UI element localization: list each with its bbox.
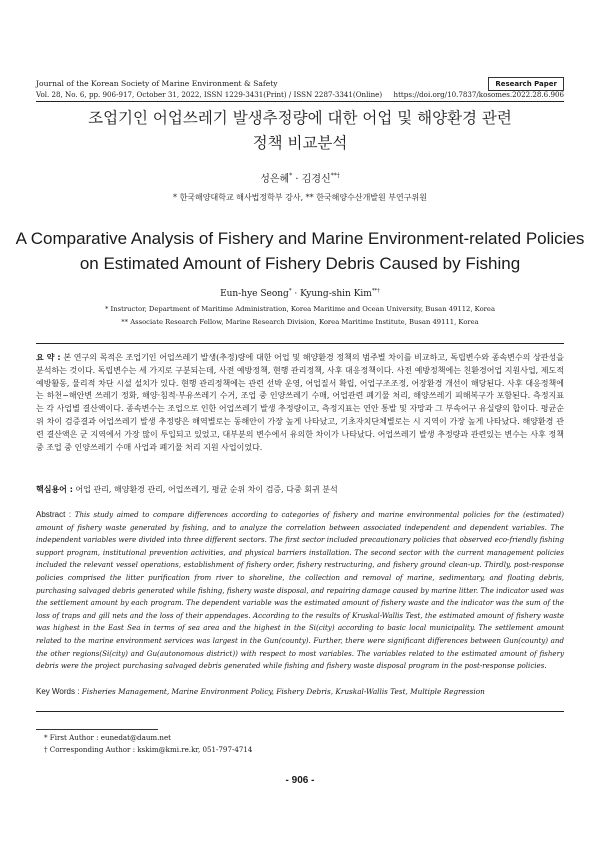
- page-number: - 906 -: [285, 775, 315, 786]
- english-author-separator: ·: [291, 289, 301, 299]
- korean-abstract: [36, 352, 564, 454]
- english-keywords-label: Key Words :: [36, 687, 80, 696]
- footnote-rule: [36, 729, 158, 730]
- korean-author2-mark: **†: [330, 172, 340, 180]
- korean-keywords-text: 어업 관리, 해양환경 관리, 어업쓰레기, 평균 순위 차이 검증, 다중 회귀 분석: [72, 485, 338, 494]
- volume-info: Vol. 28, No. 6, pp. 906-917, October 31, 2022, ISSN 1229-3431(Print) / ISSN 2287-3341(Online): [36, 90, 383, 99]
- korean-author1: 성은혜: [260, 174, 290, 185]
- korean-author1-mark: *: [289, 172, 293, 180]
- english-keywords-text: Fisheries Management, Marine Environment Policy, Fishery Debris, Kruskal-Wallis Test, Multiple Regression: [79, 687, 485, 696]
- english-abstract: [36, 509, 564, 673]
- english-authors: [0, 288, 600, 299]
- doi-link[interactable]: https://doi.org/10.7837/kosomes.2022.28.6.906: [393, 90, 564, 99]
- first-author-footnote: * First Author : eunedat@daum.net: [44, 733, 171, 742]
- journal-name: Journal of the Korean Society of Marine Environment & Safety: [36, 79, 278, 88]
- korean-title: [0, 106, 600, 156]
- header-rule: [36, 101, 564, 102]
- korean-authors: [0, 170, 600, 185]
- english-affiliation-1: * Instructor, Department of Maritime Administration, Korea Maritime and Ocean University, Busan 49112, Korea: [104, 305, 495, 313]
- korean-title-line1: 조업기인 어업쓰레기 발생추정량에 대한 어업 및 해양환경 관련: [88, 109, 512, 127]
- korean-author2: 김경신: [301, 174, 331, 185]
- english-affiliation-2: ** Associate Research Fellow, Marine Research Division, Korea Maritime Institute, Busan 49111, Korea: [121, 318, 479, 326]
- english-title-line1: A Comparative Analysis of Fishery and Marine Environment-related Policies: [15, 229, 585, 248]
- english-title-line2: on Estimated Amount of Fishery Debris Caused by Fishing: [79, 254, 521, 273]
- article-type-badge: Research Paper: [488, 77, 564, 91]
- english-author1-mark: *: [288, 288, 292, 294]
- korean-keywords-label: 핵심용어 :: [36, 485, 73, 494]
- english-author2-mark: **†: [371, 288, 380, 294]
- korean-title-line2: 정책 비교분석: [252, 134, 348, 152]
- english-abstract-label: Abstract :: [36, 510, 72, 519]
- english-author1: Eun-hye Seong: [220, 289, 289, 299]
- korean-affiliation: * 한국해양대학교 해사법정학부 강사, ** 한국해양수산개발원 부연구위원: [173, 193, 427, 202]
- korean-keywords: [36, 484, 338, 495]
- english-abstract-text: This study aimed to compare differences according to categories of fishery and marine environmental policies for the (estimated) amount of fishery waste generated by fishing, and to analyze the correlation between associated independent and dependent variables. The independent variables were divided into three different sectors. The first sector included precautionary policies that observed eco-friendly fishing support program, institutional prevention activities, and physical barriers installation. The second sector with the current management policies included the relevant vessel operations, establishment of fishery order, fishery restructuring, and fishery ground clean-up. Thirdly, post-response policies comprised the litter purification from river to shoreline, the collection and removal of marine, sedimentary, and floating debris, purchasing salvaged debris generated while fishing, fishery waste disposal, and repairing damage caused by marine litter. The indicator used was the settlement amount by each program. The dependent variable was the estimated amount of fishery waste and the indicator was the sum of the loss of traps and gill nets and the loss of their appendages. According to the results of Kruskal-Wallis Test, the estimated amount of fishery waste was highest in the East Sea in terms of sea area and the highest in the Si(city) according to basic local municipality. The settlement amount related to the marine environment services was largest in the Gun(county). Further, there were significant differences between Gun(county) and the other regions(Si(city) and Gu(autonomous district)) with respect to most variables. The variables related to the estimated amount of fishery debris were the project purchasing salvaged debris generated while fishing and fishery waste disposal program in the post-response policies.: [36, 510, 564, 671]
- english-title: [0, 226, 600, 276]
- korean-abstract-label: 요 약 :: [36, 353, 61, 362]
- author-separator: ·: [292, 174, 302, 185]
- english-keywords: [36, 687, 485, 696]
- abstract-bottom-rule: [36, 711, 564, 712]
- abstract-top-rule: [36, 343, 564, 344]
- corresponding-author-footnote: † Corresponding Author : kskim@kmi.re.kr, 051-797-4714: [44, 745, 253, 754]
- english-author2: Kyung-shin Kim: [300, 289, 372, 299]
- korean-abstract-text: 본 연구의 목적은 조업기인 어업쓰레기 발생(추정)량에 대한 어업 및 해양환경 정책의 범주별 차이를 비교하고, 독립변수와 종속변수의 상관성을 분석하는 것이다. 독립변수는 세 가지로 구분되는데, 사전 예방정책, 현행 관리정책, 사후 대응정책이다. 사전 예방정책에는 친환경어업 지원사업, 제도적 예방활동, 물리적 차단 시설 설치가 있다. 현행 관리정책에는 관련 선박 운영, 어업질서 확립, 어업구조조정, 어장환경 개선이 해당된다. 사후 대응정책에는 하천~해안변 쓰레기 정화, 해양·침적·부유쓰레기 수거, 조업 중 인양쓰레기 수매, 어업관련 폐기물 처리, 해양쓰레기 피해복구가 포함된다. 측정지표는 각 사업별 결산액이다. 종속변수는 조업으로 인한 어업쓰레기 발생 추정량이고, 측정지표는 연안 통발 및 자망과 그 부속어구 유실량의 합이다. 평균순위 차이 검증결과 어업쓰레기 발생 추정량은 해역별로는 동해안이 가장 높게 나타났고, 기초자치단체별로는 시 지역이 가장 높게 나타났다. 해양환경 관련 결산액은 군 지역에서 가장 많이 투입되고 있었고, 대부분의 변수에서 유의한 차이가 나타났다. 어업쓰레기 발생 추정량과 관련있는 변수는 사후 정책 중 조업 중 인양쓰레기 수매 사업과 폐기물 처리 지원 사업이었다.: [36, 353, 565, 452]
